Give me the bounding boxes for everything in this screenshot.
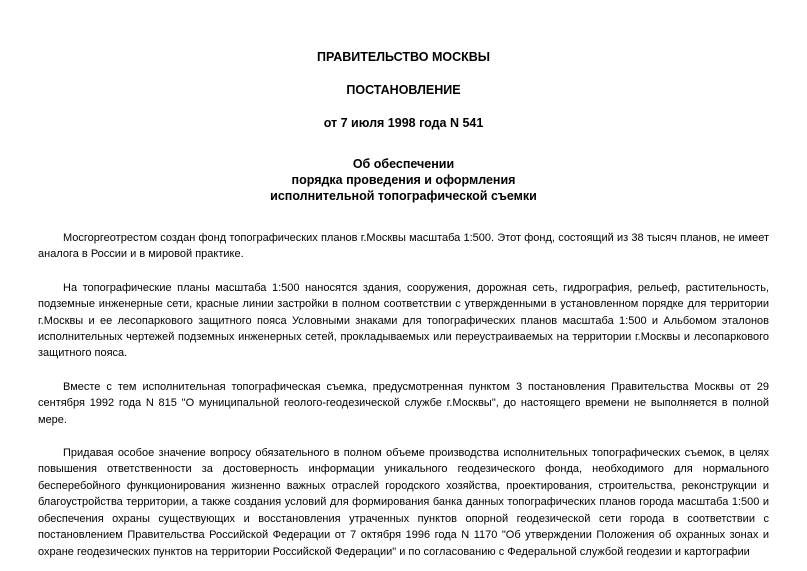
body-paragraph: Вместе с тем исполнительная топографическая съемка, предусмотренная пунктом 3 постановления Правительства Москвы от 29 сентября 1992 года N 815 "О муниципальной геолого-геодезической службе г.Москвы", до настоящего времени не выполняется в полной мере.	[38, 380, 769, 426]
document-date-number: от 7 июля 1998 года N 541	[323, 116, 484, 130]
document-type: ПОСТАНОВЛЕНИЕ	[346, 83, 461, 97]
document-body	[38, 230, 769, 560]
body-paragraph: Придавая особое значение вопросу обязательного в полном объеме производства исполнительных топографических съемок, в целях повышения ответственности за достоверность информации уникального геодезического фонда, необходимого для нормального бесперебойного функционирования жизненно важных отраслей городского хозяйства, проектирования, строительства, реконструкции и благоустройства территории, а также создания условий для формирования банка данных топографических планов города масштаба 1:500 и обеспечения охраны существующих и восстановления утраченных пунктов опорной геодезической сети города в соответствии с постановлением Правительства Российской Федерации от 7 октября 1996 года N 1170 "Об утверждении Положения об охранных зонах и охране геодезических пунктов на территории Российской Федерации" и по согласованию с Федеральной службой геодезии и картографии	[38, 447, 769, 558]
document-title-line: порядка проведения и оформления	[291, 173, 516, 187]
document-title-line: Об обеспечении	[352, 157, 455, 171]
body-paragraph: На топографические планы масштаба 1:500 наносятся здания, сооружения, дорожная сеть, гидрография, рельеф, растительность, подземные инженерные сети, красные линии застройки в полном соответствии с утвержденными в установленном порядке для территории г.Москвы и ее лесопаркового защитного пояса Условными знаками для топографических планов масштаба 1:500 и Альбомом эталонов исполнительных чертежей подземных инженерных сетей, прокладываемых или переустраиваемых на территории г.Москвы и лесопаркового защитного пояса.	[38, 281, 769, 360]
document-title	[38, 156, 769, 204]
document-title-line: исполнительной топографической съемки	[270, 189, 537, 203]
document-organization: ПРАВИТЕЛЬСТВО МОСКВЫ	[317, 50, 490, 64]
body-paragraph: Мосгоргеотрестом создан фонд топографических планов г.Москвы масштаба 1:500. Этот фонд, состоящий из 38 тысяч планов, не имеет аналога в России и в мировой практике.	[38, 232, 769, 261]
